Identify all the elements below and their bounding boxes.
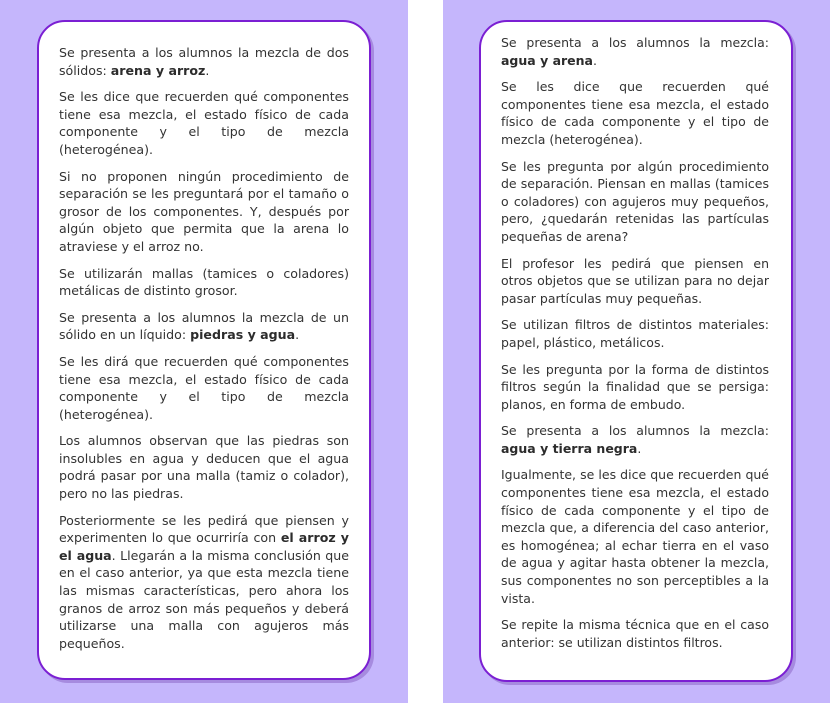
paragraph: Se presenta a los alumnos la mezcla: agua y arena. bbox=[501, 35, 769, 68]
highlighted-mixture: el arroz y el agua bbox=[59, 530, 349, 563]
highlighted-mixture: arena y arroz bbox=[110, 62, 206, 78]
highlighted-mixture: agua y arena bbox=[501, 52, 593, 68]
paragraph: Posteriormente se les pedirá que piensen y experimenten lo que ocurriría con el arroz y el agua. Llegarán a la misma conclusión que en el caso anterior, ya que esta mezcla tiene las mismas características, pero ahora los granos de arroz son más pequeños y deberá utilizarse una malla con agujeros más pequeños. bbox=[59, 512, 349, 651]
paragraph: Se presenta a los alumnos la mezcla: agua y tierra negra. bbox=[501, 423, 769, 456]
paragraph: Se les dice que recuerden qué componentes tiene esa mezcla, el estado físico de cada componente y el tipo de mezcla (heterogénea). bbox=[501, 79, 769, 147]
paragraph: Si no proponen ningún procedimiento de separación se les preguntará por el tamaño o grosor de los componentes. Y, después por algún objeto que permita que la arena lo atraviese y el arroz no. bbox=[59, 168, 349, 254]
paragraph: Los alumnos observan que las piedras son insolubles en agua y deducen que el agua podrá pasar por una malla (tamiz o colador), pero no las piedras. bbox=[59, 433, 349, 502]
left-panel-background bbox=[0, 0, 408, 703]
paragraph: El profesor les pedirá que piensen en otros objetos que se utilizan para no dejar pasar partículas muy pequeñas. bbox=[501, 255, 769, 306]
highlighted-mixture: piedras y agua bbox=[190, 327, 296, 343]
paragraph: Se les pregunta por la forma de distintos filtros según la finalidad que se persiga: planos, en forma de embudo. bbox=[501, 361, 769, 412]
paragraph: Se repite la misma técnica que en el caso anterior: se utilizan distintos filtros. bbox=[501, 617, 769, 650]
right-text-card bbox=[479, 20, 793, 682]
paragraph: Se les dice que recuerden qué componentes tiene esa mezcla, el estado físico de cada componente y el tipo de mezcla (heterogénea). bbox=[59, 89, 349, 157]
highlighted-mixture: agua y tierra negra bbox=[501, 440, 638, 456]
paragraph: Se presenta a los alumnos la mezcla de dos sólidos: arena y arroz. bbox=[59, 45, 349, 78]
paragraph: Igualmente, se les dice que recuerden qué componentes tiene esa mezcla, el estado físico de cada componente y el tipo de mezcla que, a diferencia del caso anterior, es homogénea; al echar tierra en el vaso de agua y agitar hasta obtener la mezcla, sus componentes no son perceptibles a la vista. bbox=[501, 467, 769, 606]
paragraph: Se presenta a los alumnos la mezcla de un sólido en un líquido: piedras y agua. bbox=[59, 309, 349, 343]
left-text-card bbox=[37, 20, 371, 680]
paragraph: Se les pregunta por algún procedimiento de separación. Piensan en mallas (tamices o coladores) con agujeros muy pequeños, pero, ¿quedarán retenidas las partículas pequeñas de arena? bbox=[501, 158, 769, 244]
paragraph: Se utilizarán mallas (tamices o coladores) metálicas de distinto grosor. bbox=[59, 265, 349, 299]
paragraph: Se utilizan filtros de distintos materiales: papel, plástico, metálicos. bbox=[501, 317, 769, 350]
right-panel-background bbox=[443, 0, 830, 703]
paragraph: Se les dirá que recuerden qué componentes tiene esa mezcla, el estado físico de cada componente y el tipo de mezcla (heterogénea). bbox=[59, 353, 349, 422]
